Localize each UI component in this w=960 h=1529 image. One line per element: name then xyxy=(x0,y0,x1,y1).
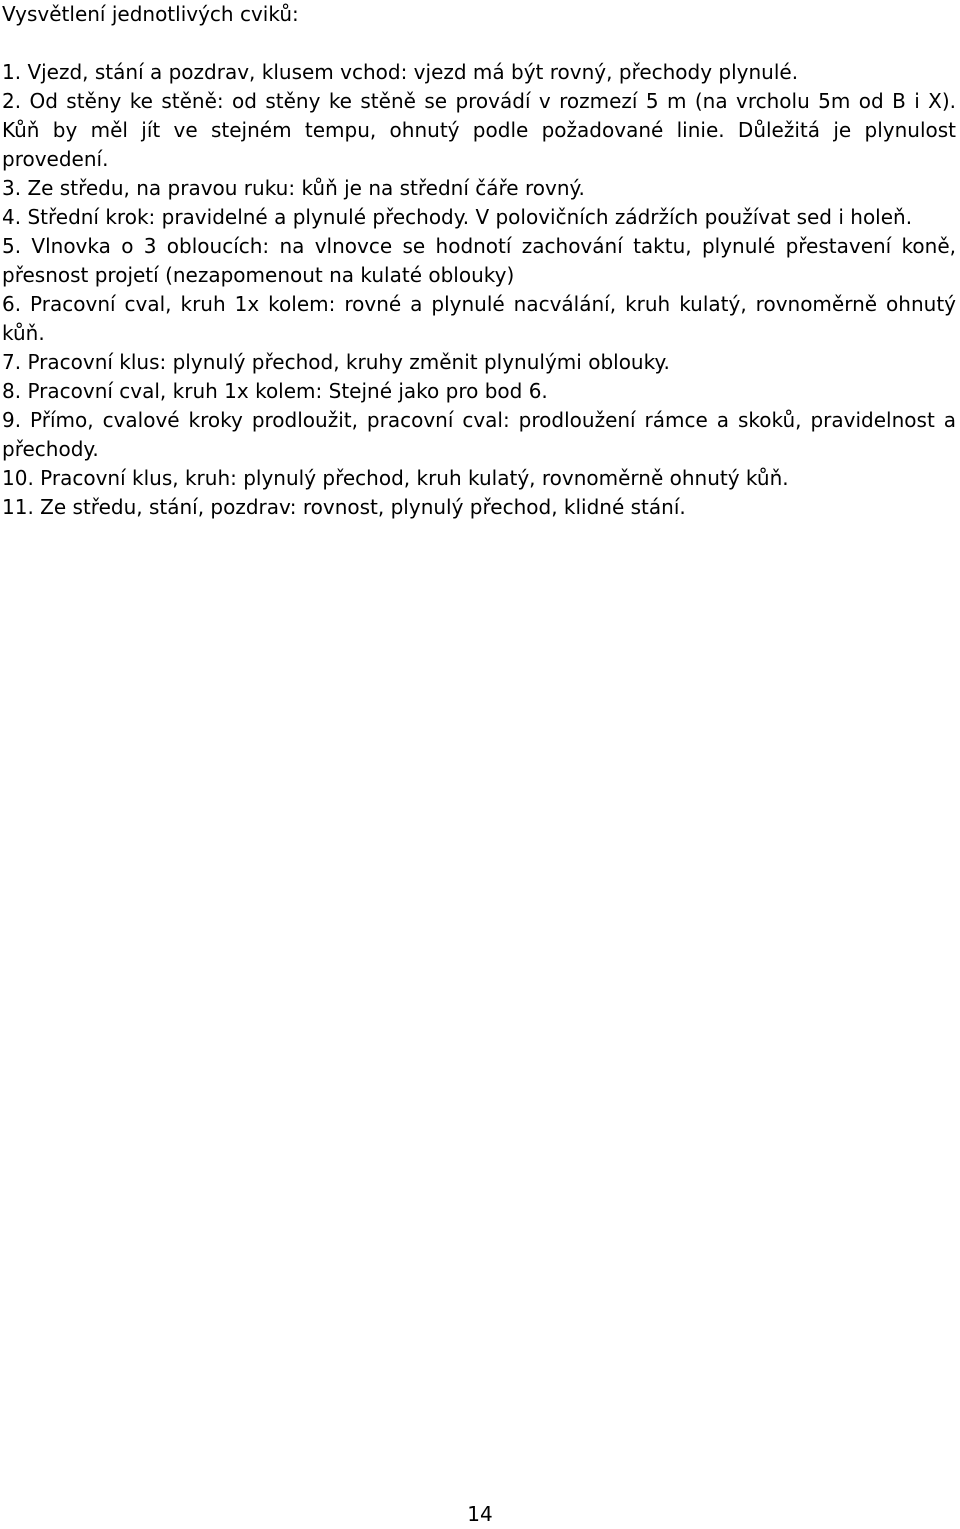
exercise-list xyxy=(2,58,956,522)
exercise-item-4: 4. Střední krok: pravidelné a plynulé přechody. V polovičních zádržích používat sed i holeň. xyxy=(2,205,913,229)
section-heading: Vysvětlení jednotlivých cviků: xyxy=(2,2,299,26)
exercise-item-3: 3. Ze středu, na pravou ruku: kůň je na střední čáře rovný. xyxy=(2,176,585,200)
exercise-item-6: 6. Pracovní cval, kruh 1x kolem: rovné a plynulé nacválání, kruh kulatý, rovnoměrně ohnutý kůň. xyxy=(2,292,956,345)
exercise-item-9: 9. Přímo, cvalové kroky prodloužit, pracovní cval: prodloužení rámce a skoků, pravidelnost a přechody. xyxy=(2,408,956,461)
exercise-item-10: 10. Pracovní klus, kruh: plynulý přechod, kruh kulatý, rovnoměrně ohnutý kůň. xyxy=(2,466,789,490)
spacer xyxy=(2,29,956,58)
exercise-item-7: 7. Pracovní klus: plynulý přechod, kruhy změnit plynulými oblouky. xyxy=(2,350,670,374)
exercise-item-11: 11. Ze středu, stání, pozdrav: rovnost, plynulý přechod, klidné stání. xyxy=(2,495,686,519)
exercise-item-5: 5. Vlnovka o 3 obloucích: na vlnovce se hodnotí zachování taktu, plynulé přestavení koně, přesnost projetí (nezapomenout na kulaté oblouky) xyxy=(2,234,956,287)
exercise-item-1: 1. Vjezd, stání a pozdrav, klusem vchod: vjezd má být rovný, přechody plynulé. xyxy=(2,60,799,84)
exercise-item-8: 8. Pracovní cval, kruh 1x kolem: Stejné jako pro bod 6. xyxy=(2,379,548,403)
page-number: 14 xyxy=(467,1502,493,1526)
exercise-item-2: 2. Od stěny ke stěně: od stěny ke stěně se provádí v rozmezí 5 m (na vrcholu 5m od B i X). Kůň by měl jít ve stejném tempu, ohnutý podle požadované linie. Důležitá je plynulost provedení. xyxy=(2,89,956,171)
